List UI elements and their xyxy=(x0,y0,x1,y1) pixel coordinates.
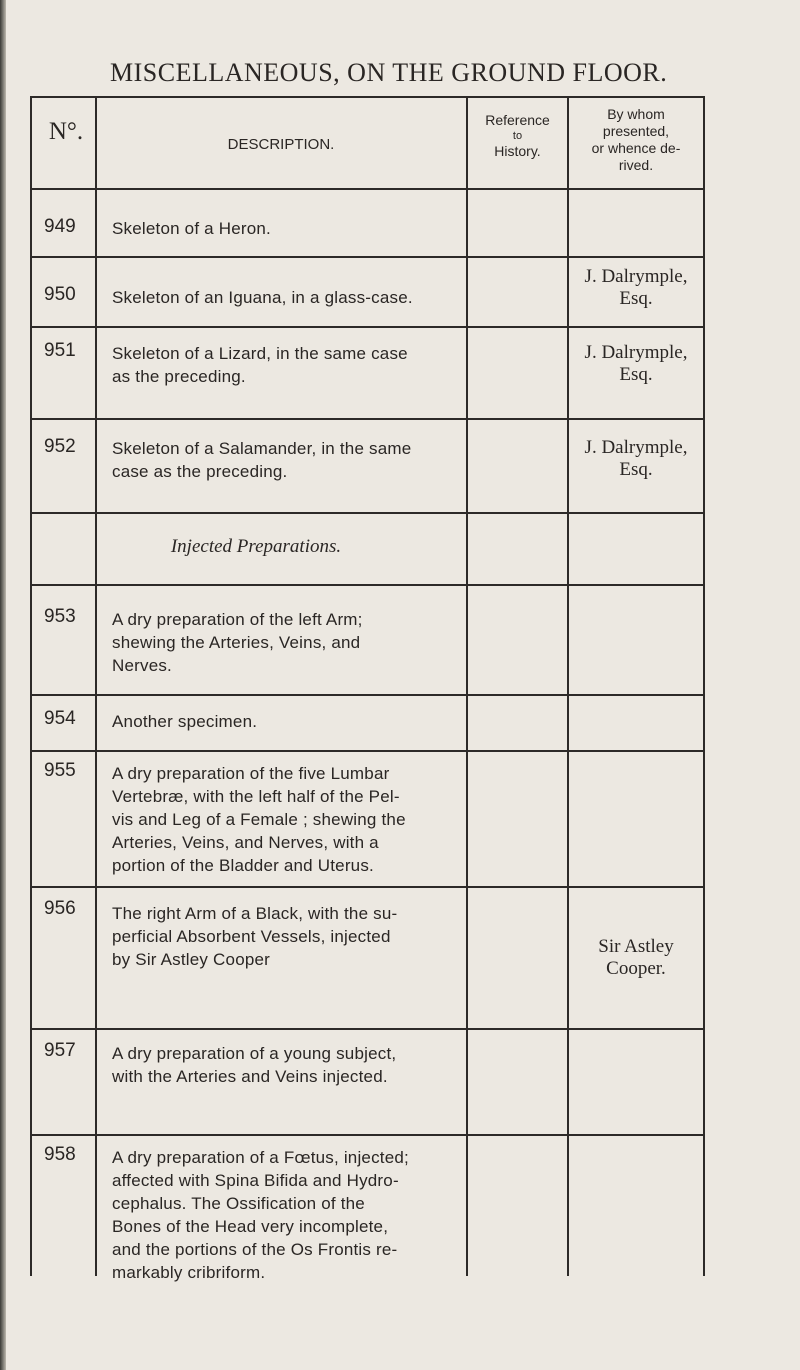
entry-number: 958 xyxy=(44,1144,76,1165)
column-rule xyxy=(703,96,705,1276)
description-line: The right Arm of a Black, with the su- xyxy=(112,904,398,923)
header-reference-line: to xyxy=(512,130,523,142)
presented-by-line: Esq. xyxy=(619,288,653,309)
description-line: vis and Leg of a Female ; shewing the xyxy=(112,810,406,829)
description-line: A dry preparation of the five Lumbar xyxy=(112,764,390,783)
presented-by-line: Sir Astley xyxy=(598,936,674,957)
header-reference-line: History. xyxy=(494,143,541,159)
presented-by-line: Cooper. xyxy=(606,958,666,979)
presented-by xyxy=(569,936,703,980)
entry-number: 955 xyxy=(44,760,76,781)
entry-number: 954 xyxy=(44,708,76,729)
row-rule xyxy=(30,1028,705,1030)
header-reference-line: Reference xyxy=(485,112,550,128)
description-line: Skeleton of a Heron. xyxy=(112,219,271,238)
header-top-rule xyxy=(30,96,705,98)
description-line: Arteries, Veins, and Nerves, with a xyxy=(112,833,379,852)
entry-description xyxy=(112,710,462,733)
presented-by xyxy=(569,437,703,481)
entry-number: 953 xyxy=(44,606,76,627)
entry-number: 957 xyxy=(44,1040,76,1061)
entry-description xyxy=(112,342,462,388)
entry-description xyxy=(112,286,462,309)
column-rule xyxy=(95,96,97,1276)
row-rule xyxy=(30,418,705,420)
description-line: Nerves. xyxy=(112,656,172,675)
description-line: Skeleton of a Lizard, in the same case xyxy=(112,344,408,363)
page-title: MISCELLANEOUS, ON THE GROUND FLOOR. xyxy=(110,58,668,87)
description-line: perficial Absorbent Vessels, injected xyxy=(112,927,391,946)
entry-number: 950 xyxy=(44,284,76,305)
description-line: and the portions of the Os Frontis re- xyxy=(112,1240,398,1259)
header-number: N°. xyxy=(48,118,84,145)
presented-by-line: J. Dalrymple, xyxy=(584,342,688,363)
entry-number: 951 xyxy=(44,340,76,361)
description-line: Another specimen. xyxy=(112,712,258,731)
row-rule xyxy=(30,256,705,258)
entry-number: 952 xyxy=(44,436,76,457)
header-description: DESCRIPTION. xyxy=(227,136,335,153)
description-line: cephalus. The Ossification of the xyxy=(112,1194,365,1213)
description-line: shewing the Arteries, Veins, and xyxy=(112,633,361,652)
description-line: A dry preparation of a young subject, xyxy=(112,1044,397,1063)
row-rule xyxy=(30,512,705,514)
entry-description xyxy=(112,437,462,483)
entry-description xyxy=(112,1146,464,1284)
description-line: affected with Spina Bifida and Hydro- xyxy=(112,1171,399,1190)
row-rule xyxy=(30,750,705,752)
row-rule xyxy=(30,1134,705,1136)
header-by-whom-line: presented, xyxy=(602,123,670,139)
description-line: as the preceding. xyxy=(112,367,246,386)
presented-by-line: J. Dalrymple, xyxy=(584,266,688,287)
header-bottom-rule xyxy=(30,188,705,190)
description-line: Skeleton of an Iguana, in a glass-case. xyxy=(112,288,413,307)
description-line: Vertebræ, with the left half of the Pel- xyxy=(112,787,400,806)
description-line: A dry preparation of a Fœtus, injected; xyxy=(112,1148,409,1167)
row-rule xyxy=(30,694,705,696)
entry-description xyxy=(112,902,462,971)
catalogue-table xyxy=(0,96,706,1370)
description-line: A dry preparation of the left Arm; xyxy=(112,610,363,629)
header-by-whom-line: By whom xyxy=(607,106,665,122)
entry-number: 956 xyxy=(44,898,76,919)
description-line: Skeleton of a Salamander, in the same xyxy=(112,439,412,458)
presented-by xyxy=(569,266,703,310)
presented-by-line: J. Dalrymple, xyxy=(584,437,688,458)
description-line: portion of the Bladder and Uterus. xyxy=(112,856,374,875)
presented-by xyxy=(569,342,703,386)
header-by-whom-line: or whence de- xyxy=(591,140,681,156)
row-rule xyxy=(30,326,705,328)
description-line: with the Arteries and Veins injected. xyxy=(112,1067,388,1086)
entry-description xyxy=(112,608,462,677)
description-line: Bones of the Head very incomplete, xyxy=(112,1217,389,1236)
entry-description xyxy=(112,217,462,240)
entry-description xyxy=(112,1042,462,1088)
description-line: by Sir Astley Cooper xyxy=(112,950,271,969)
section-heading: Injected Preparations. xyxy=(170,536,342,557)
header-by-whom-line: rived. xyxy=(618,157,654,173)
presented-by-line: Esq. xyxy=(619,459,653,480)
description-line: case as the preceding. xyxy=(112,462,288,481)
entry-number: 949 xyxy=(44,216,76,237)
row-rule xyxy=(30,584,705,586)
description-line: markably cribriform. xyxy=(112,1263,266,1282)
entry-description xyxy=(112,762,462,877)
column-rule xyxy=(466,96,468,1276)
row-rule xyxy=(30,886,705,888)
presented-by-line: Esq. xyxy=(619,364,653,385)
header-reference xyxy=(468,112,567,160)
column-rule xyxy=(30,96,32,1276)
header-by-whom xyxy=(569,106,703,174)
